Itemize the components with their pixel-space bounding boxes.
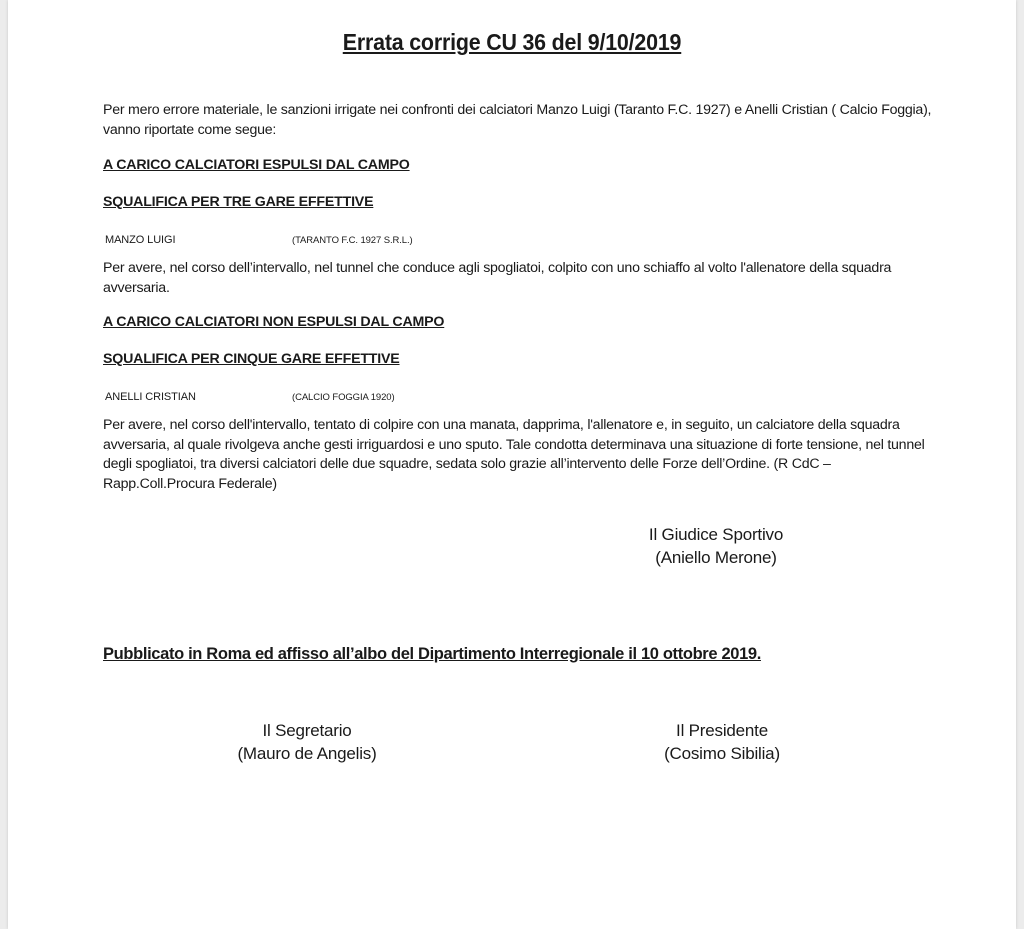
judge-name: (Aniello Merone) bbox=[655, 548, 777, 567]
secretary-name: (Mauro de Angelis) bbox=[237, 744, 377, 763]
section2-heading: A CARICO CALCIATORI NON ESPULSI DAL CAMPO bbox=[103, 314, 445, 330]
player-name-anelli: ANELLI CRISTIAN bbox=[105, 391, 196, 403]
player-club-manzo: (TARANTO F.C. 1927 S.R.L.) bbox=[292, 235, 413, 246]
section2-subheading: SQUALIFICA PER CINQUE GARE EFFETTIVE bbox=[103, 351, 400, 367]
secretary-signature bbox=[187, 719, 427, 765]
president-signature bbox=[602, 719, 842, 765]
section1-heading: A CARICO CALCIATORI ESPULSI DAL CAMPO bbox=[103, 157, 410, 173]
section1-reason: Per avere, nel corso dell’intervallo, nel tunnel che conduce agli spogliatoi, colpito con uno schiaffo al volto l'allenatore della squadra avversaria. bbox=[103, 260, 892, 296]
judge-role: Il Giudice Sportivo bbox=[648, 525, 784, 544]
publication-notice: Pubblicato in Roma ed affisso all’albo del Dipartimento Interregionale il 10 ottobre 2019. bbox=[103, 645, 761, 663]
president-role: Il Presidente bbox=[676, 721, 768, 740]
section1-subheading: SQUALIFICA PER TRE GARE EFFETTIVE bbox=[103, 194, 374, 210]
player-club-anelli: (CALCIO FOGGIA 1920) bbox=[292, 392, 395, 403]
player-name-manzo: MANZO LUIGI bbox=[105, 234, 176, 246]
judge-signature bbox=[596, 523, 836, 569]
section2-reason: Per avere, nel corso dell'intervallo, tentato di colpire con una manata, dapprima, l'allenatore e, in seguito, un calciatore della squadra avversaria, al quale rivolgeva anche gesti irriguardosi e uno sputo. Tale condotta determinava una situazione di forte tensione, nel tunnel degli spogliatoi, tra diversi calciatori delle due squadre, sedata solo grazie all’intervento delle Forze dell’Ordine. (R CdC – Rapp.Coll.Procura Federale) bbox=[103, 417, 925, 492]
secretary-role: Il Segretario bbox=[262, 721, 352, 740]
intro-paragraph: Per mero errore materiale, le sanzioni irrigate nei confronti dei calciatori Manzo Luigi (Taranto F.C. 1927) e Anelli Cristian ( Calcio Foggia), vanno riportate come segue: bbox=[103, 102, 932, 138]
document-title: Errata corrige CU 36 del 9/10/2019 bbox=[342, 29, 682, 55]
president-name: (Cosimo Sibilia) bbox=[664, 744, 780, 763]
